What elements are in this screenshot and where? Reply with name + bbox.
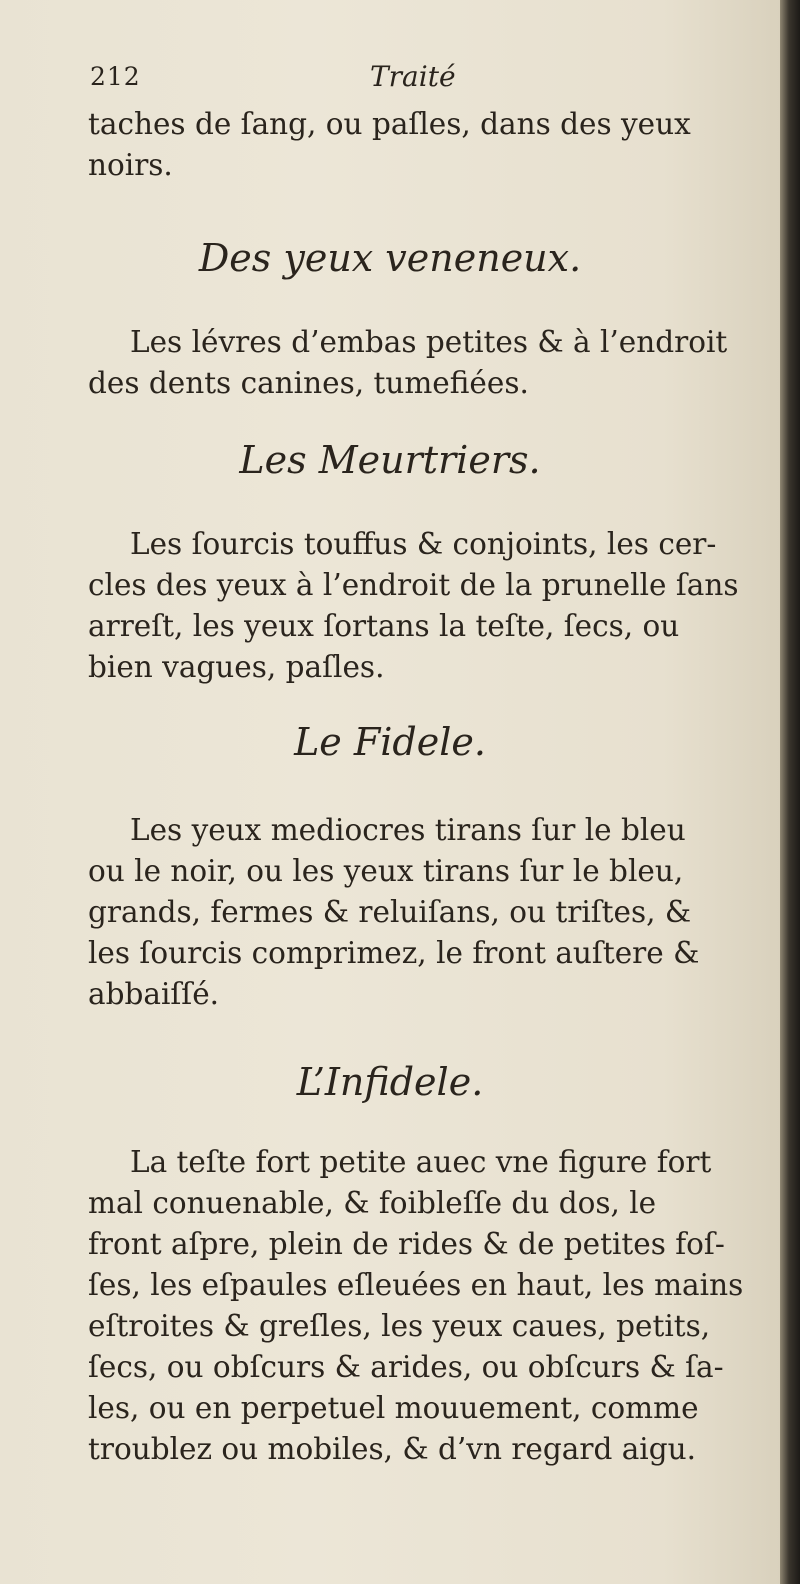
text-line: Les ſourcis touffus & conjoints, les cer-	[130, 527, 717, 561]
text-line: arreſt, les yeux ſortans la teſte, ſecs, ou	[88, 609, 680, 643]
text-line: ou le noir, ou les yeux tirans ſur le bleu,	[88, 854, 684, 888]
text-line: les ſourcis comprimez, le front auſtere &	[88, 936, 700, 970]
text-line: front aſpre, plein de rides & de petites foſ-	[88, 1227, 725, 1261]
text-line: ſes, les eſpaules eſleuées en haut, les mains	[88, 1268, 744, 1302]
text-line: grands, fermes & reluiſans, ou triſtes, &	[88, 895, 692, 929]
book-binding-edge	[780, 0, 800, 1584]
text-line: cles des yeux à l’endroit de la prunelle ſans	[88, 568, 739, 602]
text-line: Les lévres d’embas petites & à l’endroit	[130, 325, 728, 359]
text-line: mal conuenable, & foibleſſe du dos, le	[88, 1186, 657, 1220]
text-line: troublez ou mobiles, & d’vn regard aigu.	[88, 1432, 697, 1466]
paragraph-fidele	[88, 810, 760, 1015]
section-heading-meurtriers: Les Meurtriers.	[239, 438, 541, 482]
page-number: 212	[90, 62, 141, 91]
paragraph-yeux-veneneux	[88, 322, 760, 404]
text-line: les, ou en perpetuel mouuement, comme	[88, 1391, 699, 1425]
section-heading-fidele: Le Fidele.	[294, 720, 486, 764]
text-line: taches de ſang, ou paſles, dans des yeux	[88, 107, 691, 141]
text-line: des dents canines, tumefiées.	[88, 366, 529, 400]
text-line: bien vagues, paſles.	[88, 650, 385, 684]
text-line: noirs.	[88, 148, 173, 182]
section-heading-infidele: L’Infidele.	[296, 1060, 484, 1104]
text-line: eſtroites & greſles, les yeux caues, petits,	[88, 1309, 711, 1343]
text-line: Les yeux mediocres tirans ſur le bleu	[130, 813, 686, 847]
section-heading-yeux-veneneux: Des yeux veneneux.	[198, 236, 582, 280]
paragraph-continuation	[88, 104, 768, 186]
text-line: ſecs, ou obſcurs & arides, ou obſcurs & ſa-	[88, 1350, 724, 1384]
paragraph-infidele	[88, 1142, 760, 1470]
text-line: abbaiſſé.	[88, 977, 220, 1011]
running-title: Traité	[370, 60, 456, 93]
paragraph-meurtriers	[88, 524, 760, 688]
running-head	[90, 62, 750, 102]
text-line: La teſte fort petite auec vne figure fort	[130, 1145, 712, 1179]
